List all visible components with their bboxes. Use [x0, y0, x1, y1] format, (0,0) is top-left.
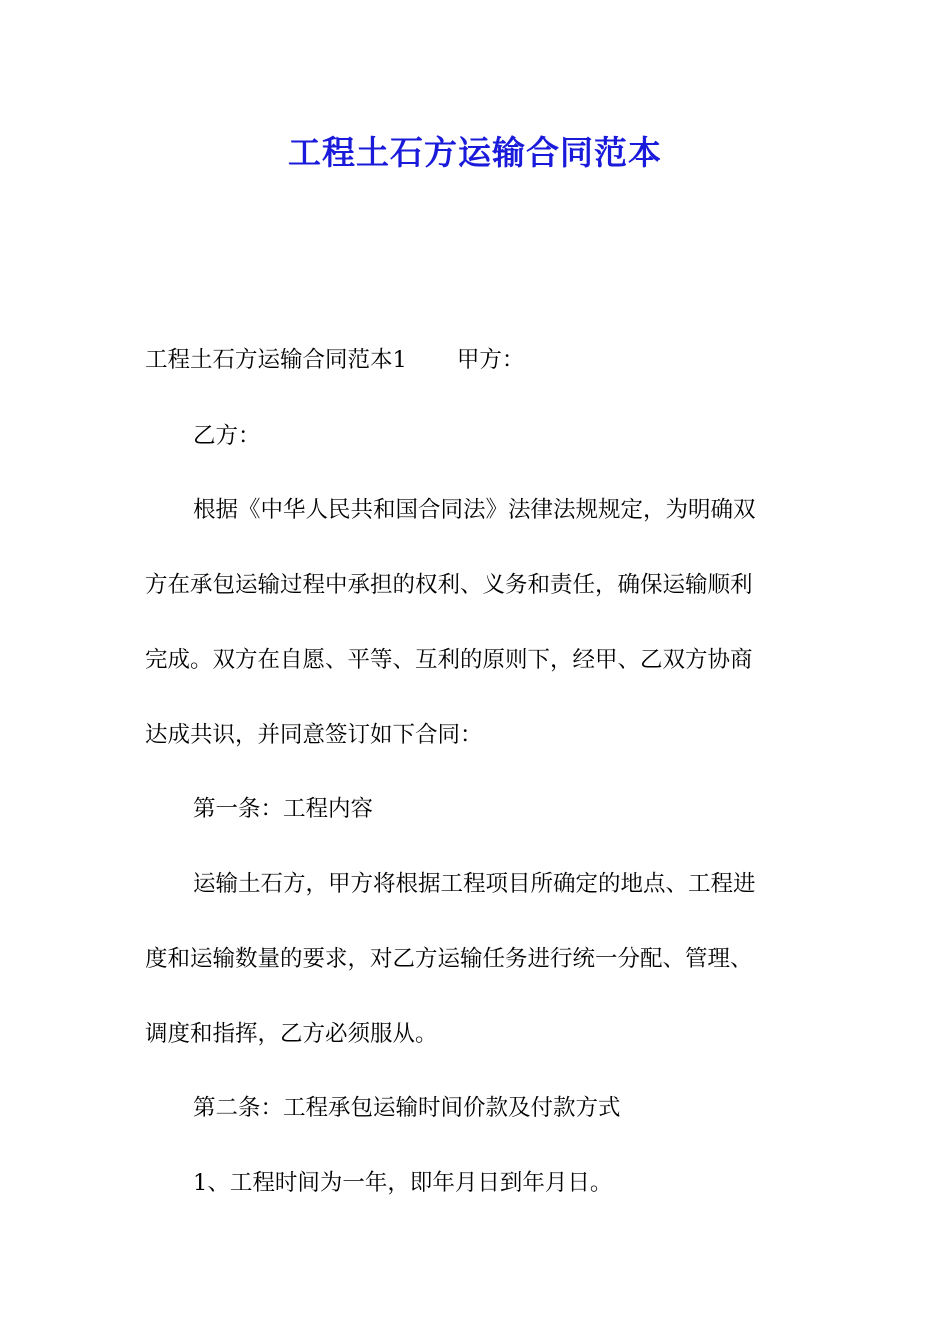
party-a-label: 甲方：	[456, 347, 525, 373]
paragraph-line: 运输土石方，甲方将根据工程项目所确定的地点、工程进	[193, 871, 756, 897]
party-b-label: 乙方：	[193, 423, 261, 449]
paragraph-line: 度和运输数量的要求，对乙方运输任务进行统一分配、管理、	[145, 946, 753, 972]
article-1-heading: 第一条：工程内容	[193, 796, 374, 822]
paragraph-line: 根据《中华人民共和国合同法》法律法规规定，为明确双	[193, 497, 756, 523]
document-title: 工程土石方运输合同范本	[288, 133, 662, 172]
paragraph-line: 达成共识，并同意签订如下合同：	[145, 722, 483, 748]
paragraph-line: 调度和指挥，乙方必须服从。	[145, 1021, 438, 1047]
paragraph-line: 完成。双方在自愿、平等、互利的原则下，经甲、乙双方协商	[145, 647, 753, 673]
contract-heading-line	[145, 345, 807, 375]
article-2-heading: 第二条：工程承包运输时间价款及付款方式	[193, 1095, 621, 1121]
contract-subtitle: 工程土石方运输合同范本1	[145, 347, 407, 373]
paragraph-line: 方在承包运输过程中承担的权利、义务和责任，确保运输顺利	[145, 572, 753, 598]
paragraph-line: 1、工程时间为一年，即年月日到年月日。	[193, 1170, 613, 1196]
